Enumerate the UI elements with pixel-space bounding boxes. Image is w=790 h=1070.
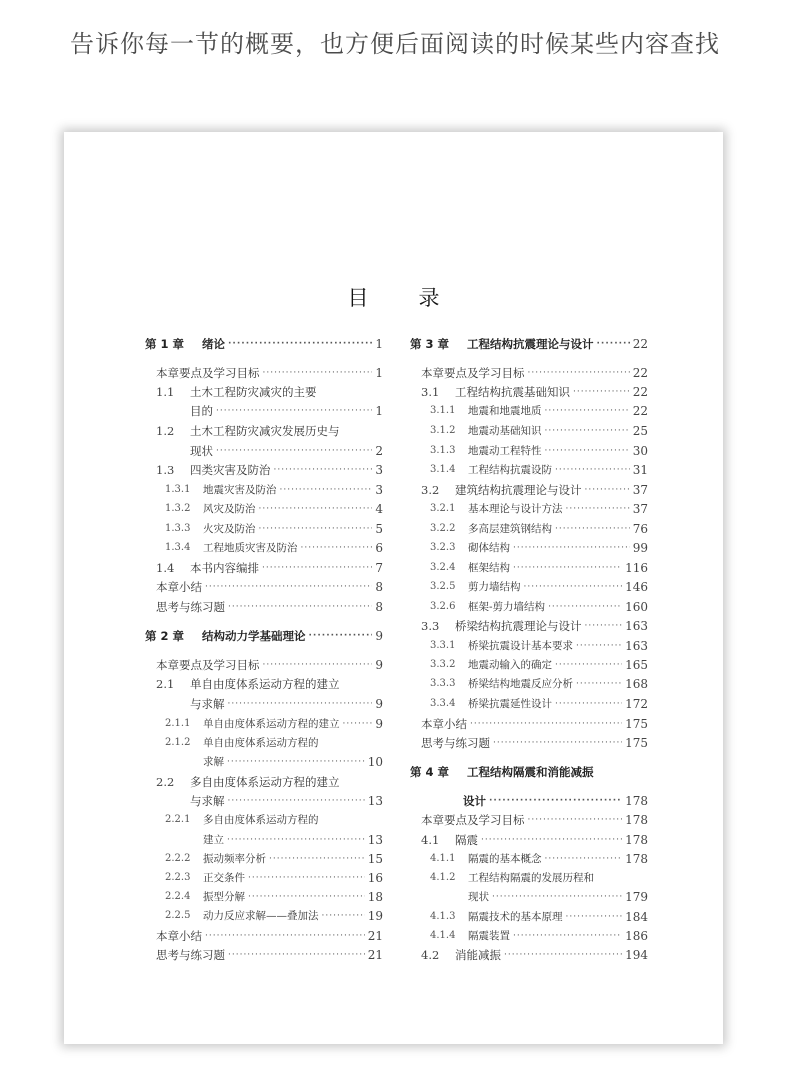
toc-entry [145,364,383,382]
dot-leader [528,811,623,829]
toc-entry [410,869,648,887]
dot-leader [269,850,365,868]
entry-title: 隔震的基本概念 [468,853,542,865]
toc-entry [410,811,648,829]
entry-page-number: 146 [625,580,648,594]
entry-number: 3.1 [421,385,440,399]
entry-number: 第 4 章 [410,765,450,779]
dot-leader [528,364,630,382]
dot-leader [263,656,373,674]
entry-page-number: 1 [375,366,383,380]
dot-leader [545,442,630,460]
entry-title: 单自由度体系运动方程的 [203,737,319,749]
entry-title: 框架-剪力墙结构 [468,601,546,613]
entry-page-number: 1 [375,404,383,418]
entry-title: 求解 [203,756,224,768]
dot-leader [504,946,622,964]
toc-entry [410,364,648,382]
toc-chapter-entry [410,763,648,781]
entry-title: 土木工程防灾减灾的主要 [190,385,317,399]
entry-title: 绪论 [202,337,226,351]
entry-page-number: 21 [367,929,383,943]
toc-page [64,132,723,1044]
entry-title: 隔震装置 [468,930,510,942]
toc-entry [145,695,383,713]
dot-leader [597,335,630,353]
entry-title: 隔震技术的基本原理 [468,911,563,923]
entry-number: 第 1 章 [145,337,185,351]
entry-number: 1.3.3 [165,523,191,534]
toc-entry [145,773,383,791]
entry-title: 振型分解 [203,891,245,903]
entry-page-number: 178 [625,813,648,827]
entry-title: 地震和地震地质 [468,405,542,417]
entry-title: 结构动力学基础理论 [202,629,306,643]
dot-leader [481,831,622,849]
entry-title: 地震动输入的确定 [468,659,552,671]
dot-leader [343,715,373,733]
toc-chapter-entry [410,335,648,353]
entry-number: 1.4 [156,561,175,575]
entry-title: 四类灾害及防治 [190,463,271,477]
entry-page-number: 31 [632,463,648,477]
toc-entry [145,402,383,420]
entry-title: 本章小结 [156,929,202,943]
dot-leader [280,481,373,499]
toc-entry [410,675,648,693]
entry-page-number: 194 [625,948,648,962]
dot-leader [216,442,372,460]
page-title [64,282,723,312]
entry-number: 3.2.5 [430,581,456,592]
toc-entry [410,946,648,964]
title-char-right: 录 [418,286,440,310]
toc-entry [145,461,383,479]
entry-number: 2.2.1 [165,814,191,825]
toc-entry [145,578,383,596]
toc-entry [410,500,648,518]
entry-title: 单自由度体系运动方程的建立 [190,677,340,691]
dot-leader [228,946,365,964]
entry-number: 3.3.3 [430,678,456,689]
toc-entry [145,675,383,693]
entry-title: 桥梁抗震延性设计 [468,698,552,710]
entry-page-number: 9 [375,717,383,731]
entry-page-number: 22 [632,337,648,351]
entry-title: 与求解 [190,794,225,808]
entry-title: 本章要点及学习目标 [156,366,260,380]
entry-title: 多自由度体系运动方程的 [203,814,319,826]
toc-entry [145,598,383,616]
dot-leader [555,695,622,713]
entry-title: 单自由度体系运动方程的建立 [203,718,340,730]
dot-leader [274,461,373,479]
entry-number: 2.1.1 [165,718,191,729]
entry-title: 振动频率分析 [203,853,266,865]
entry-title: 风灾及防治 [203,503,256,515]
entry-page-number: 184 [625,910,648,924]
dot-leader [301,539,373,557]
entry-title: 本章要点及学习目标 [421,813,525,827]
entry-number: 2.2.2 [165,853,191,864]
dot-leader [309,627,373,645]
entry-title: 建筑结构抗震理论与设计 [455,483,582,497]
entry-title: 思考与练习题 [156,948,225,962]
toc-entry [410,888,648,906]
dot-leader [585,481,630,499]
entry-page-number: 19 [367,909,383,923]
entry-title: 地震动基础知识 [468,425,542,437]
entry-title: 框架结构 [468,562,510,574]
toc-entry [145,888,383,906]
entry-number: 1.3.4 [165,542,191,553]
entry-title: 本章小结 [421,717,467,731]
entry-title: 动力反应求解——叠加法 [203,910,319,922]
entry-title: 设计 [463,794,486,808]
entry-page-number: 175 [625,717,648,731]
entry-number: 2.2 [156,775,175,789]
entry-title: 砌体结构 [468,542,510,554]
entry-title: 与求解 [190,697,225,711]
entry-title: 现状 [468,891,489,903]
dot-leader [492,888,622,906]
entry-number: 1.2 [156,424,175,438]
toc-entry [410,656,648,674]
toc-entry [145,500,383,518]
entry-title: 本章要点及学习目标 [156,658,260,672]
dot-leader [228,335,372,353]
dot-leader [259,500,373,518]
entry-page-number: 1 [375,337,383,351]
entry-number: 4.1.4 [430,930,456,941]
entry-page-number: 8 [375,600,383,614]
toc-entry [410,461,648,479]
dot-leader [566,500,630,518]
entry-number: 4.1.1 [430,853,456,864]
dot-leader [545,402,630,420]
toc-entry [410,559,648,577]
entry-number: 2.1 [156,677,175,691]
entry-title: 桥梁结构地震反应分析 [468,678,573,690]
entry-title: 工程结构隔震的发展历程和 [468,872,594,884]
entry-number: 3.3.4 [430,698,456,709]
entry-page-number: 163 [625,639,648,653]
entry-number: 第 3 章 [410,337,450,351]
toc-entry [145,442,383,460]
toc-entry [410,520,648,538]
entry-page-number: 18 [367,890,383,904]
dot-leader [576,637,622,655]
entry-title: 工程结构抗震设防 [468,464,552,476]
entry-page-number: 178 [625,833,648,847]
entry-page-number: 3 [375,483,383,497]
entry-title: 多自由度体系运动方程的建立 [190,775,340,789]
dot-leader [555,461,630,479]
entry-page-number: 8 [375,580,383,594]
entry-title: 本书内容编排 [190,561,259,575]
toc-entry [410,637,648,655]
dot-leader [576,675,622,693]
toc-entry [410,792,648,810]
toc-entry [410,422,648,440]
dot-leader [228,695,373,713]
toc-entry [410,617,648,635]
dot-leader [470,715,622,733]
entry-page-number: 178 [625,794,648,808]
toc-entry [145,559,383,577]
entry-number: 2.2.3 [165,872,191,883]
entry-page-number: 178 [625,852,648,866]
entry-title: 地震灾害及防治 [203,484,277,496]
entry-number: 3.1.1 [430,405,456,416]
entry-page-number: 21 [367,948,383,962]
entry-title: 土木工程防灾减灾发展历史与 [190,424,340,438]
entry-title: 工程地质灾害及防治 [203,542,298,554]
toc-entry [410,578,648,596]
entry-page-number: 3 [375,463,383,477]
dot-leader [248,888,365,906]
entry-title: 火灾及防治 [203,523,256,535]
entry-page-number: 179 [625,890,648,904]
entry-title: 工程结构隔震和消能减振 [467,765,594,779]
toc-entry [410,402,648,420]
entry-page-number: 5 [375,522,383,536]
toc-entry [410,539,648,557]
toc-entry [145,869,383,887]
dot-leader [545,422,630,440]
toc-entry [145,753,383,771]
entry-title: 基本理论与设计方法 [468,503,563,515]
entry-page-number: 172 [625,697,648,711]
entry-number: 2.1.2 [165,737,191,748]
entry-title: 隔震 [455,833,478,847]
entry-page-number: 7 [375,561,383,575]
entry-page-number: 2 [375,444,383,458]
toc-entry [410,715,648,733]
entry-page-number: 22 [632,385,648,399]
entry-title: 本章要点及学习目标 [421,366,525,380]
dot-leader [205,927,365,945]
entry-title: 剪力墙结构 [468,581,521,593]
dot-leader [555,520,630,538]
entry-page-number: 9 [375,697,383,711]
entry-page-number: 22 [632,366,648,380]
entry-number: 3.3.1 [430,640,456,651]
dot-leader [513,927,622,945]
entry-number: 3.2.2 [430,523,456,534]
entry-number: 3.3.2 [430,659,456,670]
entry-number: 3.3 [421,619,440,633]
entry-number: 4.1 [421,833,440,847]
entry-page-number: 163 [625,619,648,633]
toc-entry [145,656,383,674]
entry-page-number: 30 [632,444,648,458]
banner-caption: 告诉你每一节的概要，也方便后面阅读的时候某些内容查找 [70,30,720,58]
entry-page-number: 6 [375,541,383,555]
entry-title: 现状 [190,444,213,458]
title-char-left: 目 [347,286,369,310]
entry-number: 1.3.2 [165,503,191,514]
dot-leader [227,753,365,771]
toc-entry [410,598,648,616]
dot-leader [259,520,373,538]
entry-page-number: 99 [632,541,648,555]
entry-page-number: 13 [367,794,383,808]
dot-leader [263,364,373,382]
entry-page-number: 37 [632,502,648,516]
entry-page-number: 160 [625,600,648,614]
entry-title: 思考与练习题 [421,736,490,750]
dot-leader [216,402,372,420]
entry-number: 3.1.3 [430,445,456,456]
entry-page-number: 9 [375,629,383,643]
entry-number: 2.2.5 [165,910,191,921]
entry-page-number: 13 [367,833,383,847]
dot-leader [566,908,623,926]
entry-title: 桥梁抗震设计基本要求 [468,640,573,652]
toc-entry [145,715,383,733]
entry-page-number: 186 [625,929,648,943]
entry-title: 工程结构抗震基础知识 [455,385,570,399]
toc-entry [410,734,648,752]
entry-number: 3.1.2 [430,425,456,436]
entry-number: 3.2.3 [430,542,456,553]
toc-entry [145,481,383,499]
entry-number: 4.1.2 [430,872,456,883]
entry-number: 3.1.4 [430,464,456,475]
entry-page-number: 76 [632,522,648,536]
toc-chapter-entry [145,335,383,353]
dot-leader [573,383,630,401]
toc-entry [410,850,648,868]
entry-number: 4.1.3 [430,911,456,922]
entry-page-number: 10 [367,755,383,769]
dot-leader [322,907,365,925]
entry-number: 3.2.6 [430,601,456,612]
dot-leader [524,578,623,596]
toc-entry [145,383,383,401]
toc-entry [145,792,383,810]
toc-entry [145,946,383,964]
entry-title: 消能减振 [455,948,501,962]
toc-entry [410,442,648,460]
toc-entry [145,850,383,868]
entry-number: 1.1 [156,385,175,399]
toc-entry [410,908,648,926]
dot-leader [513,539,630,557]
entry-page-number: 116 [625,561,648,575]
dot-leader [555,656,622,674]
entry-page-number: 4 [375,502,383,516]
toc-entry [410,927,648,945]
entry-number: 3.2.4 [430,562,456,573]
toc-entry [410,481,648,499]
dot-leader [262,559,372,577]
entry-number: 4.2 [421,948,440,962]
entry-title: 多高层建筑钢结构 [468,523,552,535]
dot-leader [248,869,365,887]
toc-entry [145,520,383,538]
entry-page-number: 175 [625,736,648,750]
entry-title: 目的 [190,404,213,418]
dot-leader [489,792,622,810]
toc-entry [145,422,383,440]
dot-leader [228,598,372,616]
toc-entry [145,539,383,557]
entry-title: 本章小结 [156,580,202,594]
toc-entry [145,734,383,752]
entry-page-number: 25 [632,424,648,438]
entry-page-number: 37 [632,483,648,497]
toc-entry [145,811,383,829]
entry-number: 2.2.4 [165,891,191,902]
toc-chapter-entry [145,627,383,645]
entry-page-number: 22 [632,404,648,418]
entry-title: 思考与练习题 [156,600,225,614]
entry-page-number: 16 [367,871,383,885]
entry-number: 3.2 [421,483,440,497]
entry-page-number: 9 [375,658,383,672]
dot-leader [545,850,623,868]
toc-entry [410,695,648,713]
entry-number: 1.3 [156,463,175,477]
toc-entry [145,927,383,945]
dot-leader [227,831,365,849]
dot-leader [585,617,623,635]
dot-leader [548,598,622,616]
entry-title: 建立 [203,834,224,846]
dot-leader [493,734,622,752]
entry-page-number: 15 [367,852,383,866]
entry-page-number: 165 [625,658,648,672]
entry-title: 工程结构抗震理论与设计 [467,337,594,351]
dot-leader [205,578,372,596]
entry-title: 地震动工程特性 [468,445,542,457]
entry-number: 第 2 章 [145,629,185,643]
dot-leader [228,792,365,810]
entry-title: 正交条件 [203,872,245,884]
dot-leader [513,559,622,577]
entry-page-number: 168 [625,677,648,691]
toc-entry [410,383,648,401]
entry-number: 3.2.1 [430,503,456,514]
toc-entry [145,907,383,925]
toc-entry [410,831,648,849]
entry-number: 1.3.1 [165,484,191,495]
entry-title: 桥梁结构抗震理论与设计 [455,619,582,633]
toc-entry [145,831,383,849]
